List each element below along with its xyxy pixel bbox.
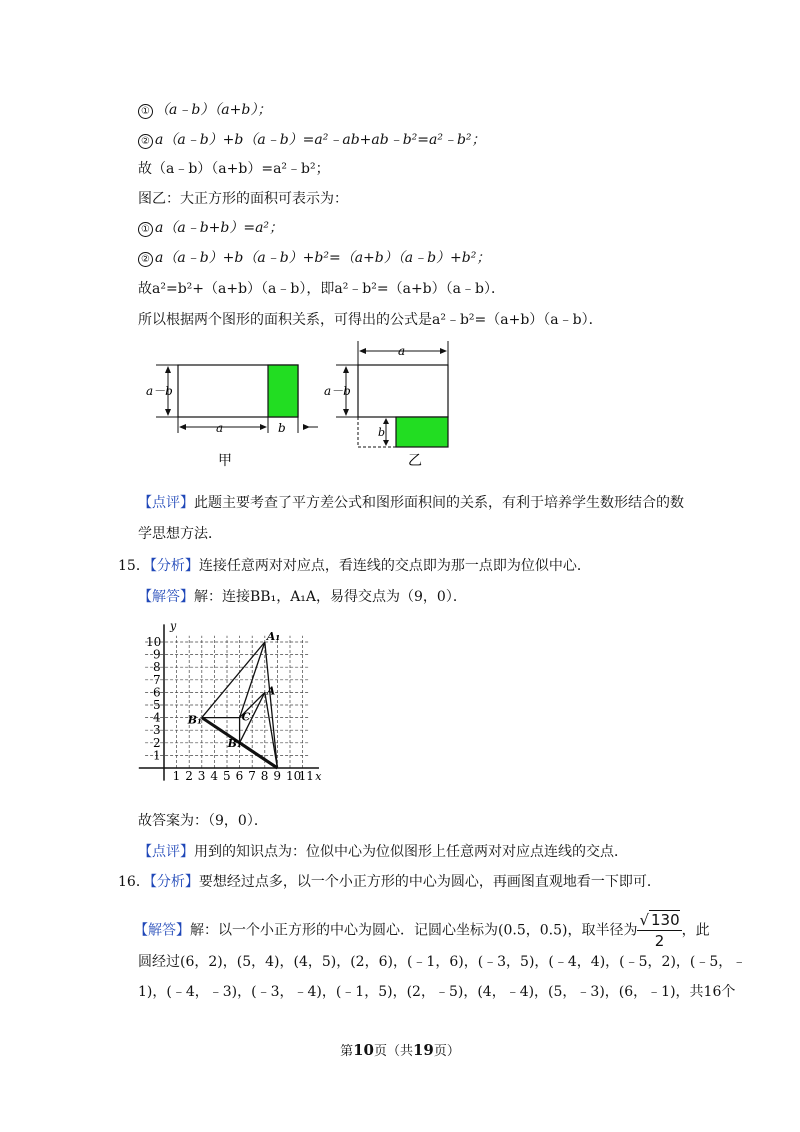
y-axis-label: y (170, 619, 177, 633)
q15-result: 故答案为：（9，0）． (138, 813, 268, 829)
yi-green-rect (396, 417, 448, 447)
x-tick-label: 6 (235, 769, 244, 783)
q15-analysis (118, 556, 591, 576)
page-footer (0, 1040, 800, 1059)
line-4: 图乙：大正方形的面积可表示为： (138, 191, 348, 207)
comment-1-cont: 学思想方法． (138, 526, 222, 542)
footer-mid: 页（共 (373, 1044, 413, 1059)
circled-two: ② (138, 252, 153, 267)
point-label-c: C (241, 710, 251, 724)
y-tick-label: 6 (153, 685, 161, 700)
comment-1 (138, 493, 684, 513)
x-tick-label: 1 (172, 769, 181, 783)
comment-text: 用到的知识点为：位似中心为位似图形上任意两对对应点连线的交点． (194, 844, 628, 860)
jia-label-amb: a－b (146, 384, 173, 398)
denominator: 2 (654, 932, 665, 950)
analysis-text: 连接任意两对对应点，看连线的交点即为那一点即为位似中心． (198, 558, 591, 574)
x-tick-label: 11 (298, 769, 314, 783)
answer-tag: 【解答】 (134, 922, 190, 939)
analysis-text: 要想经过点多，以一个小正方形的中心为圆心，再画图直观地看一下即可． (198, 874, 661, 890)
analysis-tag: 【分析】 (149, 558, 199, 574)
circled-two: ② (138, 134, 153, 149)
total-pages: 19 (413, 1041, 434, 1059)
line-8: 所以根据两个图形的面积关系，可得出的公式是a²﹣b²=（a+b）（a﹣b）． (138, 312, 603, 328)
jia-label-b: b (278, 421, 286, 435)
answer-text-end: ，此 (681, 922, 710, 939)
yi-label-b: b (378, 426, 386, 439)
footer-pre: 第 (340, 1044, 354, 1059)
jia-label-a: a (216, 421, 224, 435)
point-label-b1: B₁ (187, 713, 202, 727)
yi-label-amb: a－b (324, 384, 351, 398)
line-5-text: a（a﹣b+b）=a²； (155, 220, 284, 236)
q16-line-3: 1)，(﹣4，﹣3)，(﹣3，﹣4)，(﹣1，5)，(2，﹣5)，(4，﹣4)，(5，﹣3)，(6，﹣1)，共16个 (138, 984, 736, 1000)
y-tick-label: 1 (153, 748, 161, 763)
caption-jia: 甲 (218, 453, 232, 469)
y-tick-label: 5 (153, 698, 161, 712)
page-number: 10 (353, 1041, 374, 1059)
area-diagrams (140, 335, 480, 480)
q15-comment (138, 842, 628, 862)
y-tick-label: 2 (153, 735, 161, 750)
sqrt-value: 130 (651, 911, 680, 929)
x-tick-label: 4 (210, 769, 219, 783)
circled-one: ① (138, 222, 153, 237)
q16-line-2: 圆经过(6，2)，(5，4)，(4，5)，(2，6)，(﹣1，6)，(﹣3，5)，(﹣4，4)，(﹣5，2)，(﹣5，﹣ (138, 954, 747, 970)
q16-analysis (118, 872, 661, 892)
comment-text: 此题主要考查了平方差公式和图形面积间的关系，有利于培养学生数形结合的数 (194, 495, 684, 511)
point-label-b1-lower: B₁ (227, 736, 242, 750)
radius-fraction: $\frac{√ 130}{2}$ (639, 911, 680, 950)
x-tick-label: 10 (286, 769, 302, 783)
point-label-a: A (266, 684, 276, 698)
coordinate-graph (130, 618, 360, 786)
x-tick-label: 5 (223, 769, 231, 783)
line-1-text: （a﹣b）（a+b）； (155, 102, 272, 118)
analysis-tag: 【分析】 (149, 874, 199, 890)
x-tick-label: 3 (197, 769, 206, 783)
line-7: 故a²=b²+（a+b）（a﹣b），即a²﹣b²=（a+b）（a﹣b）． (138, 281, 505, 297)
yi-rect (358, 365, 448, 417)
y-tick-label: 10 (146, 635, 162, 649)
x-tick-label: 7 (248, 769, 256, 783)
diagram-jia (146, 365, 318, 469)
q15-number: 15． (118, 558, 150, 574)
answer-tag: 【解答】 (138, 589, 194, 605)
x-axis-label: x (315, 770, 322, 783)
y-tick-label: 9 (153, 647, 161, 662)
line-2-text: a（a﹣b）+b（a﹣b）=a²﹣ab+ab﹣b²=a²﹣b²； (155, 132, 486, 148)
diagram-yi (324, 341, 448, 469)
y-tick-label: 3 (153, 723, 161, 738)
caption-yi: 乙 (408, 453, 422, 469)
x-tick-label: 2 (185, 769, 193, 783)
yi-label-a: a (398, 344, 406, 358)
circled-one: ① (138, 104, 153, 119)
point-label-a1: A₁ (266, 630, 281, 643)
line-2 (138, 130, 486, 150)
jia-green-rect (268, 365, 298, 417)
x-tick-label: 8 (260, 769, 269, 783)
y-tick-label: 4 (153, 710, 161, 725)
line-5 (138, 218, 283, 238)
comment-tag: 【点评】 (138, 495, 194, 511)
line-3: 故（a﹣b）（a+b）=a²﹣b²； (138, 161, 330, 177)
answer-text: 解：以一个小正方形的中心为圆心．记圆心坐标为(0.5，0.5)，取半径为 (190, 922, 638, 939)
comment-tag: 【点评】 (138, 844, 194, 860)
y-tick-label: 7 (153, 672, 161, 687)
line-6-text: a（a﹣b）+b（a﹣b）+b²=（a+b）（a﹣b）+b²； (155, 250, 491, 266)
x-tick-label: 9 (273, 769, 282, 783)
line-6 (138, 248, 490, 268)
y-tick-label: 8 (153, 660, 161, 675)
q16-number: 16． (118, 874, 150, 890)
q16-answer (134, 910, 710, 951)
q15-answer (138, 587, 467, 607)
line-1 (138, 100, 271, 120)
footer-post: 页） (433, 1044, 460, 1059)
answer-text: 解：连接BB₁，A₁A，易得交点为（9，0）． (194, 589, 467, 605)
